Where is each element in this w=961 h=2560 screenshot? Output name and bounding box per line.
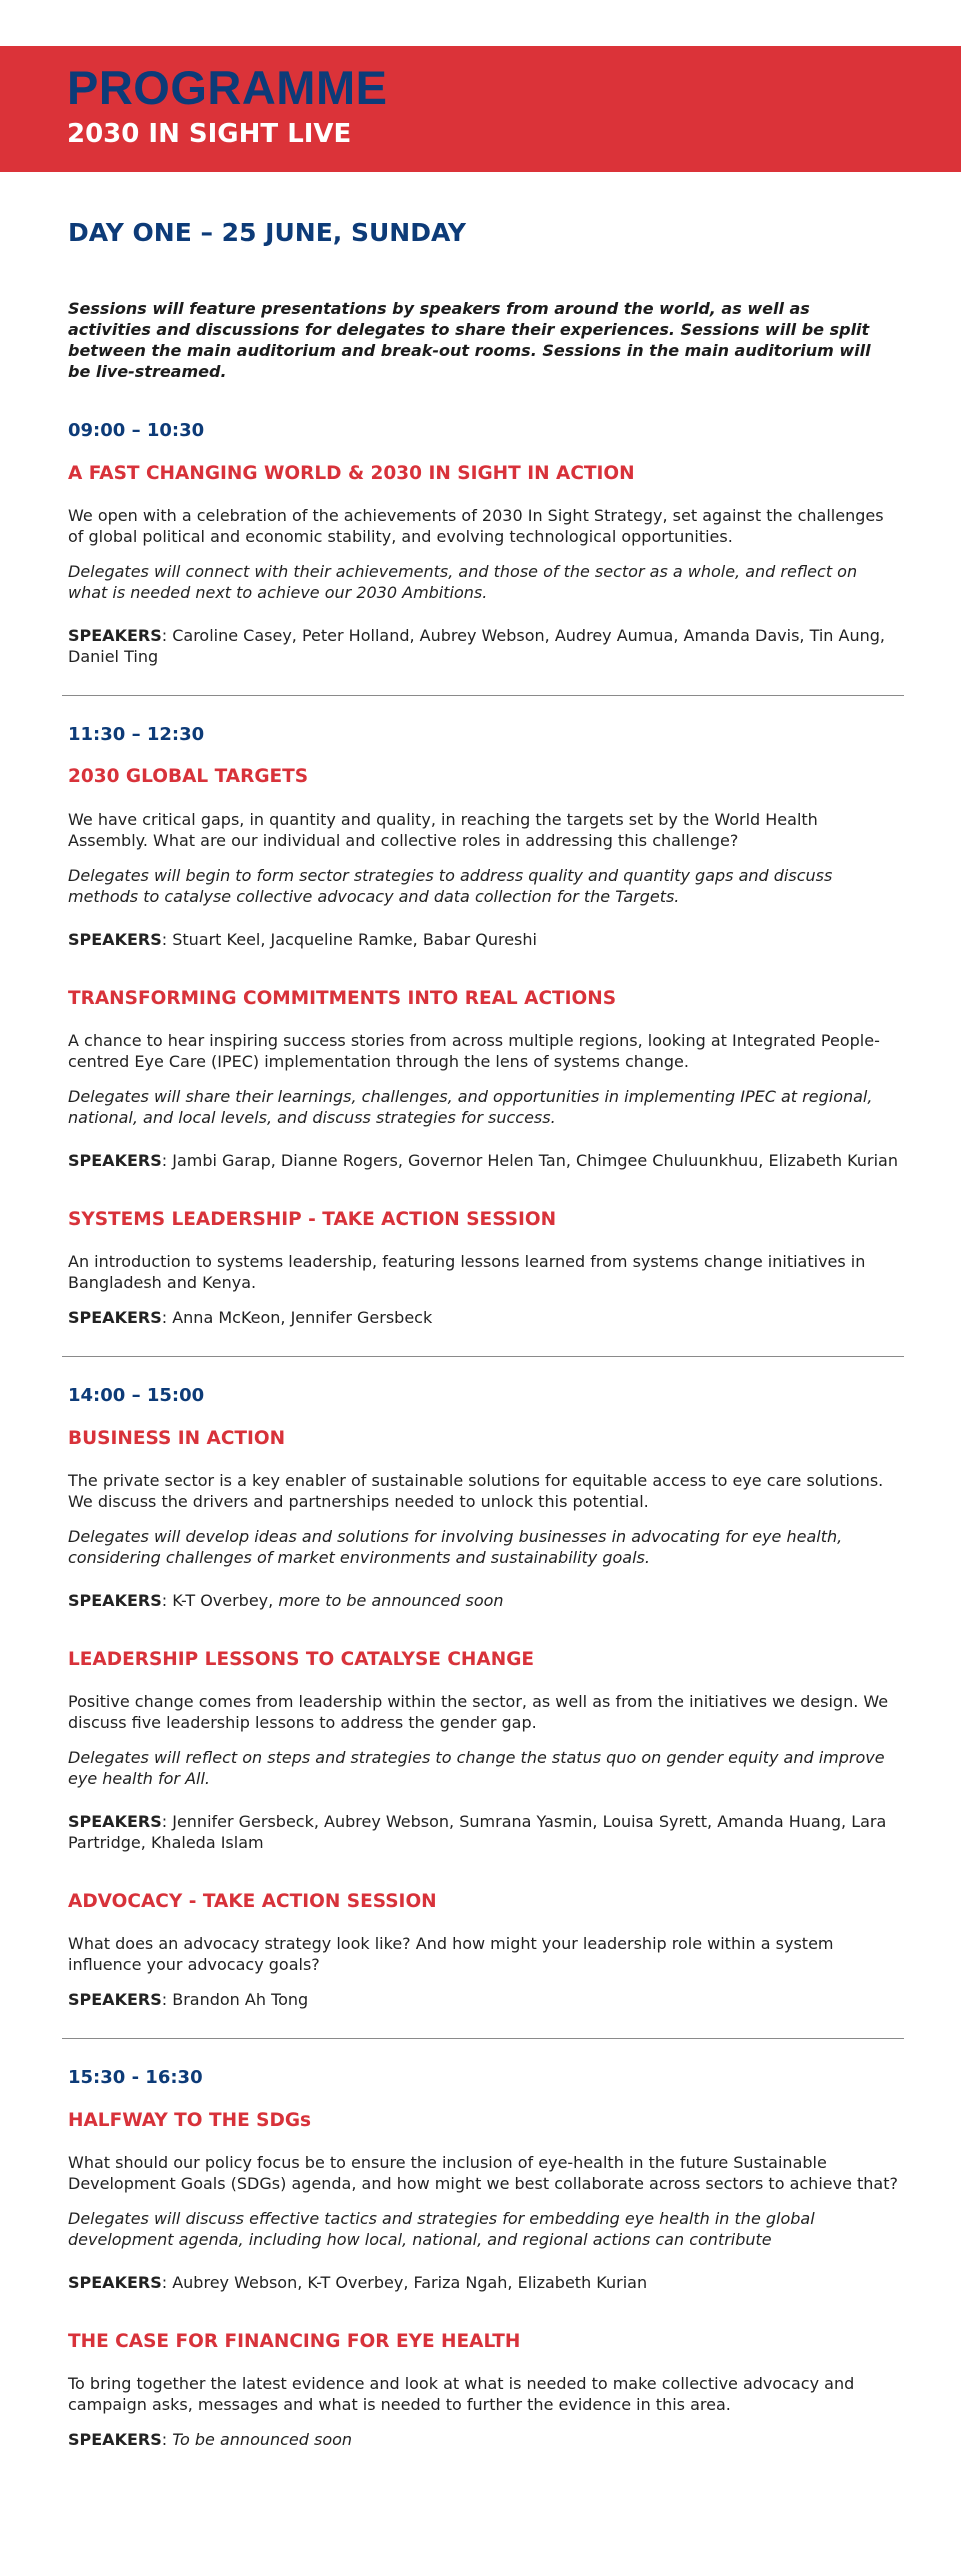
time-slot: 14:00 – 15:00 [68,1384,205,1406]
session-speakers: SPEAKERS: Aubrey Webson, K-T Overbey, Fariza Ngah, Elizabeth Kurian [68,2272,648,2292]
session-speakers: SPEAKERS: To be announced soon [68,2430,353,2450]
programme-content [68,218,898,2450]
speakers-label: SPEAKERS [68,625,162,645]
speakers-names: Stuart Keel, Jacqueline Ramke, Babar Qureshi [172,929,537,949]
session [68,2331,898,2450]
speakers-names: Jennifer Gersbeck, Aubrey Webson, Sumrana Yasmin, Louisa Syrett, Amanda Huang, Lara Partridge, Khaleda Islam [68,1811,887,1852]
session-description: To bring together the latest evidence and look at what is needed to make collective advocacy and campaign asks, messages and what is needed to further the evidence in this area. [68,2374,855,2415]
session [68,766,898,949]
session-title: BUSINESS IN ACTION [68,1427,286,1449]
session-description: The private sector is a key enabler of sustainable solutions for equitable access to eye care solutions. We discuss the drivers and partnerships needed to unlock this potential. [68,1470,884,1511]
session [68,2110,898,2293]
section-divider [62,2038,904,2039]
session-title: 2030 GLOBAL TARGETS [68,766,309,788]
time-block [68,724,898,1328]
session-title: HALFWAY TO THE SDGs [68,2109,312,2131]
session-speakers: SPEAKERS: Jennifer Gersbeck, Aubrey Webson, Sumrana Yasmin, Louisa Syrett, Amanda Huang, Lara Partridge, Khaleda Islam [68,1811,887,1852]
speakers-label: SPEAKERS [68,1990,162,2010]
section-divider [62,695,904,696]
speakers-names: Caroline Casey, Peter Holland, Aubrey Webson, Audrey Aumua, Amanda Davis, Tin Aung, Daniel Ting [68,625,885,666]
session-delegates-note: Delegates will begin to form sector strategies to address quality and quantity gaps and discuss methods to catalyse collective advocacy and data collection for the Targets. [68,865,833,906]
session-speakers: SPEAKERS: Jambi Garap, Dianne Rogers, Governor Helen Tan, Chimgee Chuluunkhuu, Elizabeth Kurian [68,1150,898,1170]
session-title: A FAST CHANGING WORLD & 2030 IN SIGHT IN ACTION [68,462,635,484]
session-description: An introduction to systems leadership, featuring lessons learned from systems change initiatives in Bangladesh and Kenya. [68,1251,866,1292]
speakers-note: more to be announced soon [278,1590,504,1610]
session-description: What should our policy focus be to ensure the inclusion of eye-health in the future Sustainable Development Goals (SDGs) agenda, and how might we best collaborate across sectors to achieve that? [68,2152,898,2193]
session-delegates-note: Delegates will discuss effective tactics and strategies for embedding eye health in the global development agenda, including how local, national, and regional actions can contribute [68,2208,815,2249]
time-blocks [68,420,898,2450]
speakers-label: SPEAKERS [68,2430,162,2450]
speakers-names: K-T Overbey, [172,1590,279,1610]
speakers-names: Brandon Ah Tong [172,1990,309,2010]
session-delegates-note: Delegates will connect with their achievements, and those of the sector as a whole, and reflect on what is needed next to achieve our 2030 Ambitions. [68,561,858,602]
time-slot: 09:00 – 10:30 [68,420,205,441]
speakers-names: Aubrey Webson, K-T Overbey, Fariza Ngah, Elizabeth Kurian [172,2272,648,2292]
session-delegates-note: Delegates will share their learnings, challenges, and opportunities in implementing IPEC at regional, national, and local levels, and discuss strategies for success. [68,1086,873,1127]
day-title: DAY ONE – 25 JUNE, SUNDAY [68,218,467,247]
speakers-label: SPEAKERS [68,2272,162,2292]
speakers-label: SPEAKERS [68,1150,162,1170]
session [68,1649,898,1853]
session-speakers: SPEAKERS: Stuart Keel, Jacqueline Ramke, Babar Qureshi [68,929,537,949]
time-block [68,420,898,667]
speakers-label: SPEAKERS [68,1590,162,1610]
time-block [68,2067,898,2450]
session-title: LEADERSHIP LESSONS TO CATALYSE CHANGE [68,1648,535,1670]
speakers-names: Anna McKeon, Jennifer Gersbeck [172,1307,433,1327]
session [68,988,898,1171]
time-slot: 11:30 – 12:30 [68,723,205,745]
speakers-names: Jambi Garap, Dianne Rogers, Governor Helen Tan, Chimgee Chuluunkhuu, Elizabeth Kurian [172,1150,898,1170]
section-divider [62,1356,904,1357]
session-description: We open with a celebration of the achievements of 2030 In Sight Strategy, set against the challenges of global political and economic stability, and evolving technological opportunities. [68,505,884,546]
day-intro: Sessions will feature presentations by speakers from around the world, as well as activities and discussions for delegates to share their experiences. Sessions will be split between the main auditorium and break-out rooms. Sessions in the main auditorium will be live-streamed. [68,299,871,381]
session [68,1891,898,2010]
speakers-note: To be announced soon [172,2430,353,2450]
session-description: A chance to hear inspiring success stories from across multiple regions, looking at Integrated People-centred Eye Care (IPEC) implementation through the lens of systems change. [68,1030,880,1071]
session [68,1209,898,1328]
session-title: ADVOCACY - TAKE ACTION SESSION [68,1890,437,1912]
session-title: THE CASE FOR FINANCING FOR EYE HEALTH [68,2330,521,2352]
session-delegates-note: Delegates will develop ideas and solutions for involving businesses in advocating for eye health, considering challenges of market environments and sustainability goals. [68,1526,843,1567]
session-title: SYSTEMS LEADERSHIP - TAKE ACTION SESSION [68,1208,557,1230]
session-delegates-note: Delegates will reflect on steps and strategies to change the status quo on gender equity and improve eye health for All. [68,1747,885,1788]
session-description: What does an advocacy strategy look like? And how might your leadership role within a system influence your advocacy goals? [68,1934,834,1975]
speakers-label: SPEAKERS [68,1307,162,1327]
speakers-label: SPEAKERS [68,1811,162,1831]
session [68,1428,898,1611]
session-speakers: SPEAKERS: Caroline Casey, Peter Holland, Aubrey Webson, Audrey Aumua, Amanda Davis, Tin Aung, Daniel Ting [68,625,885,666]
page-subtitle: 2030 IN SIGHT LIVE [67,119,352,149]
session-speakers: SPEAKERS: Brandon Ah Tong [68,1990,309,2010]
time-block [68,1385,898,2010]
session-description: We have critical gaps, in quantity and quality, in reaching the targets set by the World Health Assembly. What are our individual and collective roles in addressing this challenge? [68,809,818,850]
session-speakers: SPEAKERS: Anna McKeon, Jennifer Gersbeck [68,1307,433,1327]
time-slot: 15:30 - 16:30 [68,2067,203,2089]
session [68,463,898,667]
session-title: TRANSFORMING COMMITMENTS INTO REAL ACTIONS [68,987,617,1009]
speakers-label: SPEAKERS [68,929,162,949]
session-description: Positive change comes from leadership within the sector, as well as from the initiatives we design. We discuss five leadership lessons to address the gender gap. [68,1691,889,1732]
session-speakers: SPEAKERS: K-T Overbey, more to be announced soon [68,1590,504,1610]
page-title: PROGRAMME [67,61,388,114]
